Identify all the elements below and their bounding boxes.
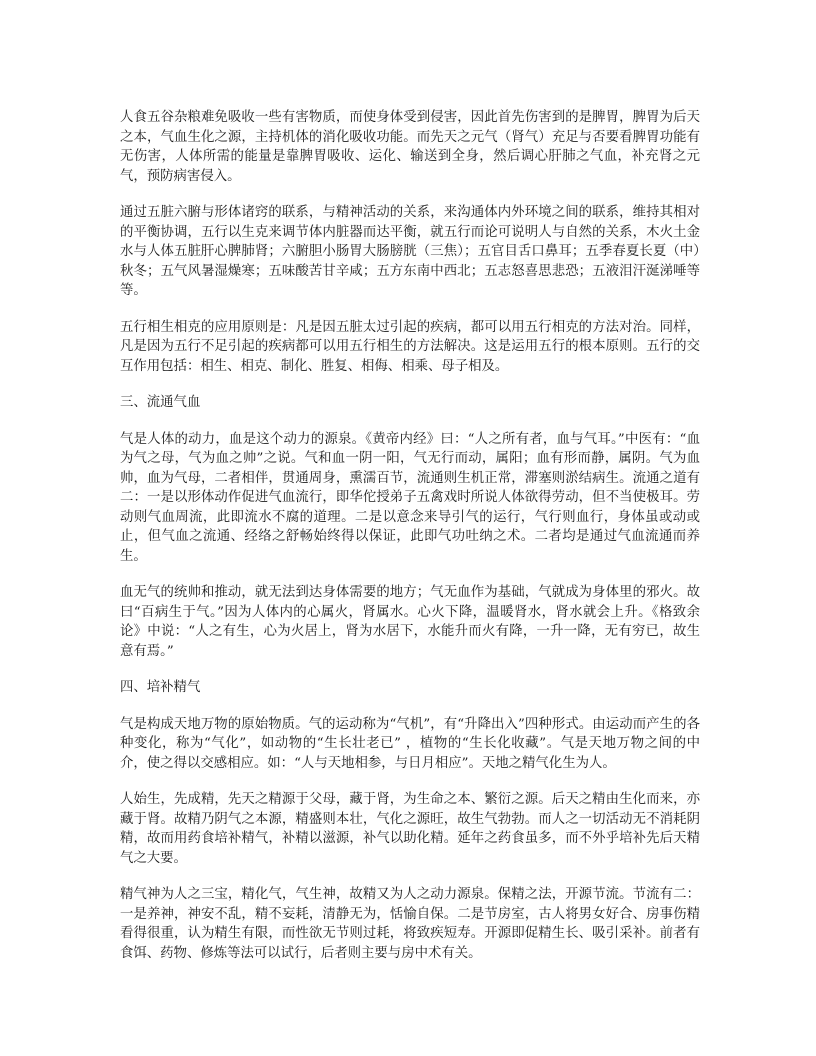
paragraph-essence-origin: 人始生，先成精，先天之精源于父母，藏于肾，为生命之本、繁衍之源。后天之精由生化而来，亦藏于肾。故精乃阴气之本源，精盛则本壮，气化之源旺，故生气勃勃。而人之一切活动无不消耗阴精，故而用药食培补精气，补精以滋源，补气以助化精。延年之药食虽多，而不外乎培补先后天精气之大要。 <box>120 792 700 866</box>
paragraph-three-treasures: 精气神为人之三宝，精化气，气生神，故精又为人之动力源泉。保精之法，开源节流。节流有二：一是养神，神安不乱，精不妄耗，清静无为，恬愉自保。二是节房室，古人将男女好合、房事伤精看得很重，认为精生有限，而性欲无节则过耗，将致疾短寿。开源即促精生长、吸引采补。前者有食饵、药物、修炼等法可以试行，后者则主要与房中术有关。 <box>120 887 700 961</box>
paragraph-five-organs: 通过五脏六腑与形体诸窍的联系，与精神活动的关系，来沟通体内外环境之间的联系，维持其相对的平衡协调，五行以生克来调节体内脏器而达平衡，就五行而论可说明人与自然的关系，木火土金水与人体五脏肝心脾肺肾；六腑胆小肠胃大肠膀胱（三焦）；五官目舌口鼻耳；五季春夏长夏（中）秋冬；五气风暑湿燥寒；五味酸苦甘辛咸；五方东南中西北；五志怒喜思悲恐；五液泪汗涎涕唾等等。 <box>120 205 700 298</box>
document-page <box>120 108 700 980</box>
paragraph-blood-without-qi: 血无气的统帅和推动，就无法到达身体需要的地方；气无血作为基础，气就成为身体里的邪火。故曰“百病生于气。”因为人体内的心属火，肾属水。心火下降，温暖肾水，肾水就会上升。《格致余论》中说：“人之有生，心为火居上，肾为水居下，水能升而火有降，一升一降，无有穷已，故生意有焉。” <box>120 585 700 659</box>
paragraph-qi-origin: 气是构成天地万物的原始物质。气的运动称为“气机”，有“升降出入”四种形式。由运动而产生的各种变化，称为“气化”，如动物的“生长壮老已” ，植物的“生长化收藏”。气是天地万物之间的中介，使之得以交感相应。如：“人与天地相参，与日月相应”。天地之精气化生为人。 <box>120 716 700 771</box>
paragraph-spleen-stomach: 人食五谷杂粮难免吸收一些有害物质，而使身体受到侵害，因此首先伤害到的是脾胃，脾胃为后天之本，气血生化之源，主持机体的消化吸收功能。而先天之元气（肾气）充足与否要看脾胃功能有无伤害，人体所需的能量是靠脾胃吸收、运化、输送到全身，然后调心肝肺之气血，补充肾之元气，预防病害侵入。 <box>120 110 700 184</box>
paragraph-qi-blood: 气是人体的动力，血是这个动力的源泉。《黄帝内经》曰：“人之所有者，血与气耳。”中医有：“血为气之母，气为血之帅”之说。气和血一阴一阳，气无行而动，属阳；血有形而静，属阴。气为血帅，血为气母，二者相伴，贯通周身，熏濡百节，流通则生机正常，滞塞则淤结病生。流通之道有二：一是以形体动作促进气血流行，即华佗授弟子五禽戏时所说人体欲得劳动，但不当使极耳。劳动则气血周流，此即流水不腐的道理。二是以意念来导引气的运行，气行则血行，身体虽或动或止，但气血之流通、经络之舒畅始终得以保证，此即气功吐纳之术。二者均是通过气血流通而养生。 <box>120 431 700 564</box>
section-heading-circulate-qi-blood: 三、流通气血 <box>120 395 201 410</box>
paragraph-five-elements-principle: 五行相生相克的应用原则是：凡是因五脏太过引起的疾病，都可以用五行相克的方法对治。同样，凡是因为五行不足引起的疾病都可以用五行相生的方法解决。这是运用五行的根本原则。五行的交互作用包括：相生、相克、制化、胜复、相侮、相乘、母子相及。 <box>120 319 700 374</box>
section-heading-nourish-essence: 四、培补精气 <box>120 680 201 695</box>
